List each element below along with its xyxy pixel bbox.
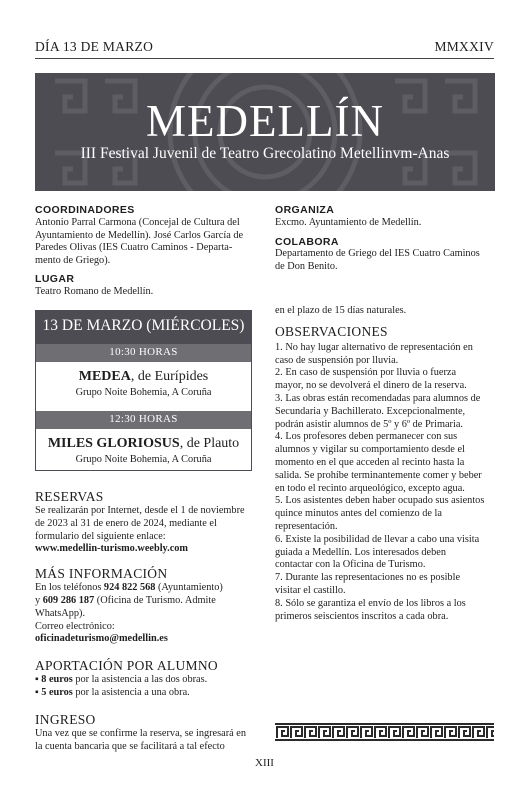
observacion-item (275, 342, 497, 368)
play-group: Grupo Noite Bohemia, A Coruña (75, 454, 212, 465)
aportacion-heading: APORTACIÓN POR ALUMNO (35, 658, 218, 674)
observacion-item (275, 431, 497, 495)
info-line (35, 595, 260, 608)
play-title-line (36, 368, 251, 386)
observacion-item (275, 598, 497, 624)
program-play (36, 362, 251, 411)
phone-number: 924 822 568 (103, 582, 156, 594)
reservas-line: Se realizarán por Internet, desde el 1 de noviembre (35, 505, 245, 516)
banner-title: MEDELLÍN (146, 96, 384, 146)
observacion-text: visitar el castillo. (275, 584, 346, 596)
observaciones-section (275, 305, 497, 623)
info-line: WhatsApp). (35, 607, 86, 619)
coordinadores-section (35, 204, 260, 299)
observacion-line (275, 380, 497, 393)
observacion-line (275, 495, 497, 508)
play-title: MILES GLORIOSUS (47, 436, 180, 451)
play-group: Grupo Noite Bohemia, A Coruña (75, 387, 212, 398)
play-author: , de Eurípides (130, 369, 209, 384)
observacion-text: representación. (275, 520, 338, 532)
play-title: MEDEA (78, 369, 131, 384)
observacion-line (275, 547, 497, 560)
observacion-text: No hay lugar alternativo de representación en (285, 341, 473, 353)
aportacion-text: por la asistencia a las dos obras. (72, 674, 208, 686)
info-text: y (35, 594, 43, 606)
info-heading: MÁS INFORMACIÓN (35, 566, 168, 582)
observacion-text: alumnos y vigilar su comportamiento desde el (275, 444, 465, 456)
info-text: En los teléfonos (35, 582, 104, 594)
observacion-line (275, 611, 497, 624)
observacion-text: en todo el recinto arqueológico, excepto agua. (275, 482, 465, 494)
ingreso-line: Una vez que se confirme la reserva, se ingresará en (35, 727, 246, 739)
coordinadores-line: mento de Griego). (35, 255, 111, 267)
title-banner (35, 73, 495, 191)
observacion-text: salida. Se prohíbe terminantemente comer y beber (275, 469, 482, 481)
coordinadores-heading: COORDINADORES (35, 204, 135, 216)
phone-number: 609 286 187 (42, 594, 95, 606)
info-text: (Ayuntamiento) (155, 582, 223, 594)
colabora-heading: COLABORA (275, 235, 339, 248)
observaciones-heading: OBSERVACIONES (275, 323, 388, 339)
continuation-text: en el plazo de 15 días naturales. (275, 305, 407, 316)
observacion-number: 6. (275, 533, 283, 545)
aportacion-item: ▪ 5 euros por la asistencia a una obra. (35, 686, 190, 698)
program-box (35, 310, 252, 471)
observacion-item (275, 393, 497, 431)
observacion-item (275, 534, 497, 572)
observacion-text: primeros seiscientos inscritos a cada obra. (275, 610, 449, 622)
observacion-line (275, 521, 497, 534)
observacion-line (275, 355, 497, 368)
page-header (35, 39, 494, 55)
info-text: (Oficina de Turismo. Admite (94, 594, 216, 606)
email-link[interactable]: oficinadeturismo@medellin.es (35, 633, 168, 645)
ingreso-line: la cuenta bancaria que se facilitará a tal efecto (35, 740, 225, 752)
observacion-number: 8. (275, 597, 283, 609)
program-play (36, 429, 251, 478)
observacion-line (275, 431, 497, 444)
header-rule (35, 58, 494, 59)
observacion-number: 5. (275, 495, 283, 507)
observacion-line (275, 483, 497, 496)
banner-subtitle: III Festival Juvenil de Teatro Grecolatino Metellinvm-Anas (80, 145, 450, 162)
reservas-line: de 2023 al 31 de enero de 2024, mediante el (35, 517, 217, 529)
page-number: XIII (255, 757, 274, 769)
observacion-item (275, 367, 497, 393)
organiza-heading: ORGANIZA (275, 204, 335, 216)
observacion-line (275, 367, 497, 380)
aportacion-amount: 8 euros (41, 674, 73, 686)
coordinadores-line: Antonio Parral Carmona (Concejal de Cultura del (35, 216, 240, 228)
coordinadores-line: Paredes Olivas (IES Cuatro Caminos - Departa- (35, 242, 233, 254)
observacion-line (275, 572, 497, 585)
observacion-number: 1. (275, 341, 283, 353)
observacion-text: En caso de suspensión por lluvia o fuerza (285, 367, 457, 379)
observacion-line (275, 342, 497, 355)
observacion-number: 4. (275, 431, 283, 443)
observacion-text: Existe la posibilidad de llevar a cabo una visita (285, 533, 480, 545)
observacion-line (275, 444, 497, 457)
program-date: 13 DE MARZO (MIÉRCOLES) (36, 311, 251, 344)
observacion-text: mayor, no se devolverá el dinero de la reserva. (275, 380, 467, 392)
ingreso-heading: INGRESO (35, 711, 96, 727)
observacion-text: momento en el que acceden al recinto hasta la (275, 456, 465, 468)
observacion-text: Las obras están recomendadas para alumnos de (285, 392, 481, 404)
observacion-text: contactar con la Oficina de Turismo. (275, 559, 426, 571)
reservas-line: formulario del siguiente enlace: (35, 530, 166, 542)
aportacion-amount: 5 euros (41, 686, 73, 698)
play-author: , de Plauto (179, 436, 240, 451)
colabora-line: de Don Benito. (275, 261, 338, 273)
observacion-line (275, 393, 497, 406)
observacion-line (275, 559, 497, 572)
observacion-text: Sólo se garantiza el envío de los libros a los (285, 597, 466, 609)
lugar-text: Teatro Romano de Medellín. (35, 285, 154, 297)
reservas-link[interactable]: www.medellin-turismo.weebly.com (35, 543, 189, 555)
observacion-text: podrán asistir alumnos de 5º y 6º de Primaria. (275, 418, 463, 430)
header-date: DÍA 13 DE MARZO (35, 39, 154, 54)
observacion-number: 3. (275, 392, 283, 404)
colabora-line: Departamento de Griego del IES Cuatro Caminos (275, 248, 480, 260)
reservas-section (35, 489, 260, 753)
email-label: Correo electrónico: (35, 620, 115, 632)
observacion-text: Secundaria y Bachillerato. Excepcionalmente, (275, 405, 466, 417)
observacion-line (275, 457, 497, 470)
aportacion-text: por la asistencia a una obra. (72, 686, 190, 698)
observaciones-list (275, 342, 497, 624)
lugar-heading: LUGAR (35, 272, 75, 285)
organiza-section (275, 204, 495, 274)
play-title-line (36, 435, 251, 453)
observacion-line (275, 419, 497, 432)
observacion-line (275, 534, 497, 547)
organiza-text: Excmo. Ayuntamiento de Medellín. (275, 216, 422, 228)
greek-key-border (275, 723, 494, 741)
observacion-text: guiada a Medellín. Los interesados deben (275, 546, 446, 558)
info-line (35, 582, 260, 595)
observacion-text: caso de suspensión por lluvia. (275, 354, 399, 366)
program-time: 12:30 HORAS (36, 411, 251, 429)
observacion-text: Los profesores deben permanecer con sus (285, 431, 458, 443)
observacion-line (275, 585, 497, 598)
aportacion-item: ▪ 8 euros por la asistencia a las dos obras. (35, 674, 208, 686)
observacion-line (275, 508, 497, 521)
observacion-item (275, 572, 497, 598)
observacion-line (275, 470, 497, 483)
program-time: 10:30 HORAS (36, 344, 251, 362)
observacion-line (275, 598, 497, 611)
observacion-number: 7. (275, 572, 283, 584)
observacion-line (275, 406, 497, 419)
observacion-text: Durante las representaciones no es posible (285, 572, 461, 584)
coordinadores-line: Ayuntamiento de Medellín). José Carlos García de (35, 229, 244, 241)
reservas-heading: RESERVAS (35, 489, 104, 504)
observacion-text: quince minutos antes del comienzo de la (275, 508, 442, 520)
observacion-item (275, 495, 497, 533)
header-year: MMXXIV (434, 39, 494, 54)
observacion-number: 2. (275, 367, 283, 379)
observacion-text: Los asistentes deben haber ocupado sus asientos (285, 495, 485, 507)
